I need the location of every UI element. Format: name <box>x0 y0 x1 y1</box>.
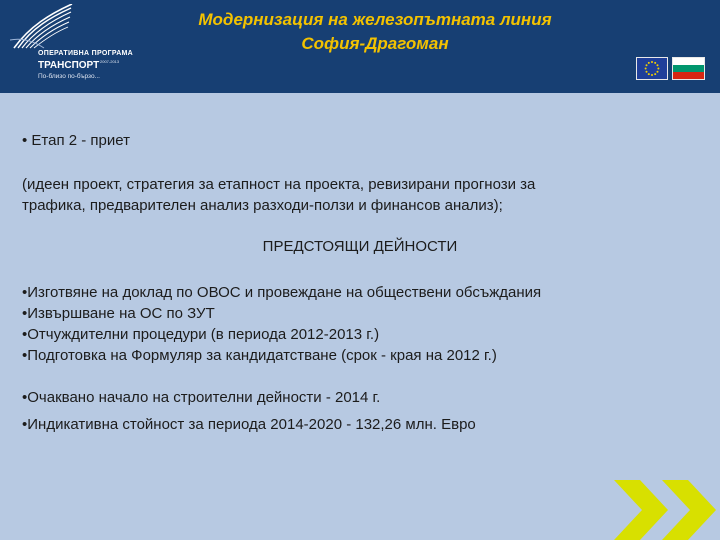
logo-swoosh-icon <box>10 4 140 52</box>
outlook-item: •Очаквано начало на строителни дейности - 2014 г. <box>22 389 381 406</box>
upcoming-item: •Изготвяне на доклад по ОВОС и провеждане на обществени обсъждания <box>22 284 542 301</box>
page-title <box>140 8 610 56</box>
chevron-arrows-icon <box>600 470 720 540</box>
bulgaria-flag-icon <box>672 57 705 80</box>
logo-years-label: 2007-2013 <box>100 59 120 64</box>
flag-red-stripe <box>673 72 704 79</box>
title-line-1: Модернизация на железопътната линия <box>198 10 552 29</box>
details-line-2: трафика, предварителен анализ разходи-ползи и финансов анализ); <box>22 197 503 214</box>
details-line-1: (идеен проект, стратегия за етапност на проекта, ревизирани прогнози за <box>22 176 536 193</box>
program-logo <box>10 4 140 90</box>
upcoming-item: •Извършване на ОС по ЗУТ <box>22 305 215 322</box>
upcoming-item: •Подготовка на Формуляр за кандидатстване (срок - края на 2012 г.) <box>22 347 497 364</box>
logo-transport-label: ТРАНСПОРТ <box>38 60 100 71</box>
outlook-item: •Индикативна стойност за периода 2014-2020 - 132,26 млн. Евро <box>22 416 476 433</box>
eu-stars-icon <box>637 58 667 79</box>
logo-program-label: ОПЕРАТИВНА ПРОГРАМА <box>38 50 134 57</box>
header-bar <box>0 0 720 93</box>
title-line-2: София-Драгоман <box>301 34 449 53</box>
eu-flag-icon <box>636 57 668 80</box>
flag-green-stripe <box>673 65 704 72</box>
upcoming-heading: ПРЕДСТОЯЩИ ДЕЙНОСТИ <box>262 238 458 255</box>
flag-white-stripe <box>673 58 704 65</box>
logo-tagline: По-близо по-бързо... <box>38 73 100 80</box>
upcoming-item: •Отчуждителни процедури (в периода 2012-2013 г.) <box>22 326 380 343</box>
stage-status: • Етап 2 - приет <box>22 132 130 149</box>
